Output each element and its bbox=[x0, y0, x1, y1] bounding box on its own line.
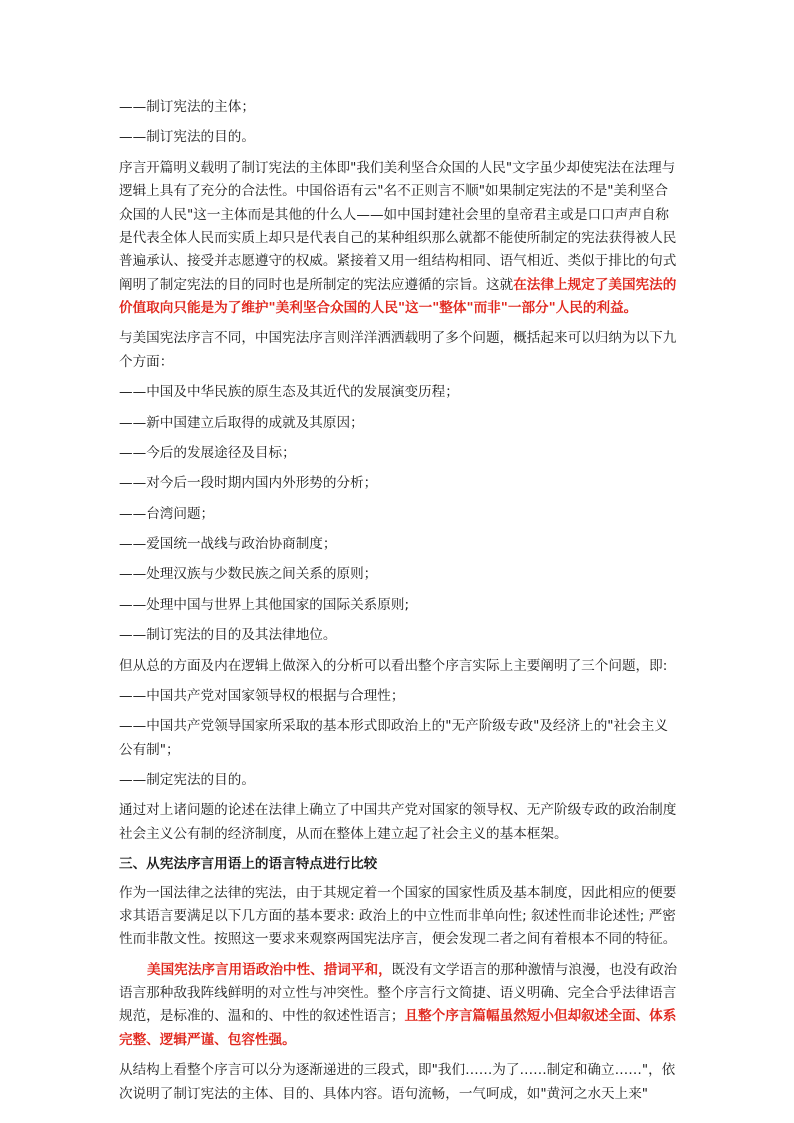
paragraph-text: 既没有文学语言的那种激情与浪漫，也没有政治语言那种敌我阵线鲜明的对立性与冲突性。整个序言行文简捷、语义明确、完全合乎法律语言规范，是标准的、温和的、中性的叙述性语言； bbox=[119, 961, 678, 1025]
paragraph: 通过对上诸问题的论述在法律上确立了中国共产党对国家的领导权、无产阶级专政的政治制度社会主义公有制的经济制度，从而在整体上建立起了社会主义的基本框架。 bbox=[119, 802, 677, 842]
paragraph: ——制订宪法的目的。 bbox=[119, 129, 255, 146]
list-item: ——今后的发展途径及目标； bbox=[119, 444, 296, 461]
paragraph-text: 序言开篇明义载明了制订宪法的主体即"我们美利坚合众国的人民"文字虽少却使宪法在法理与逻辑上具有了充分的合法性。中国俗语有云"名不正则言不顺"如果制定宪法的不是"美利坚合众国的人民"这一主体而是其他的什么人——如中国封建社会里的皇帝君主或是口口声声自称是代表全体人民而实质上却只是代表自己的某种组织那么就都不能使所制定的宪法获得被人民普遍承认、接受并志愿遵守的权威。紧接着又用一组结构相同、语气相近、类似于排比的句式阐明了制定宪法的目的同时也是所制定的宪法应遵循的宗旨。这就 bbox=[119, 159, 677, 293]
list-item: ——中国共产党对国家领导权的根据与合理性； bbox=[119, 687, 405, 704]
list-item: ——处理汉族与少数民族之间关系的原则； bbox=[119, 566, 378, 583]
list-item: ——爱国统一战线与政治协商制度； bbox=[119, 536, 337, 552]
paragraph: 但从总的方面及内在逻辑上做深入的分析可以看出整个序言实际上主要阐明了三个问题，即: bbox=[119, 657, 668, 674]
list-item: ——中国共产党领导国家所采取的基本形式即政治上的"无产阶级专政"及经济上的"社会主义公有制"； bbox=[119, 718, 668, 758]
list-item: ——中国及中华民族的原生态及其近代的发展演变历程； bbox=[119, 384, 459, 401]
list-item: ——制定宪法的目的。 bbox=[119, 772, 255, 788]
paragraph bbox=[119, 157, 679, 321]
highlighted-text: 在法律上规定了美国宪法的价值取向只能是为了维护"美利坚合众国的人民"这一"整体"而非"一部分"人民的利益。 bbox=[119, 276, 677, 316]
list-item: ——台湾问题； bbox=[119, 505, 215, 522]
paragraph: 从结构上看整个序言可以分为逐渐递进的三段式，即"我们……为了……制定和确立……"，依次说明了制订宪法的主体、目的、具体内容。语句流畅，一气呵成，如"黄河之水天上来" bbox=[119, 1062, 676, 1102]
paragraph: 作为一国法律之法律的宪法，由于其规定着一个国家的国家性质及基本制度，因此相应的便要求其语言要满足以下几方面的基本要求: 政治上的中立性而非单向性; 叙述性而非论述性; 严密性而非散文性。按照这一要求来观察两国宪法序言，便会发现二者之间有着根本不同的特征。 bbox=[119, 884, 677, 948]
document-page bbox=[119, 96, 679, 1113]
paragraph bbox=[119, 959, 679, 1053]
highlighted-text: 且整个序言篇幅虽然短小但却叙述全面、体系完整、逻辑严谨、包容性强。 bbox=[119, 1008, 677, 1048]
list-item: ——处理中国与世界上其他国家的国际关系原则; bbox=[119, 596, 410, 613]
section-heading: 三、从宪法序言用语上的语言特点进行比较 bbox=[119, 856, 378, 873]
list-nine-aspects bbox=[119, 381, 679, 647]
list-item: ——对今后一段时期内国内外形势的分析； bbox=[119, 475, 378, 492]
list-item: ——制订宪法的目的及其法律地位。 bbox=[119, 627, 337, 644]
list-three-issues bbox=[119, 685, 679, 793]
highlighted-text: 美国宪法序言用语政治中性、措词平和， bbox=[147, 961, 392, 978]
paragraph: 与美国宪法序言不同，中国宪法序言则洋洋洒洒载明了多个问题，概括起来可以归纳为以下九个方面： bbox=[119, 330, 677, 370]
list-item: ——新中国建立后取得的成就及其原因； bbox=[119, 414, 364, 431]
paragraph: ——制订宪法的主体； bbox=[119, 99, 255, 115]
